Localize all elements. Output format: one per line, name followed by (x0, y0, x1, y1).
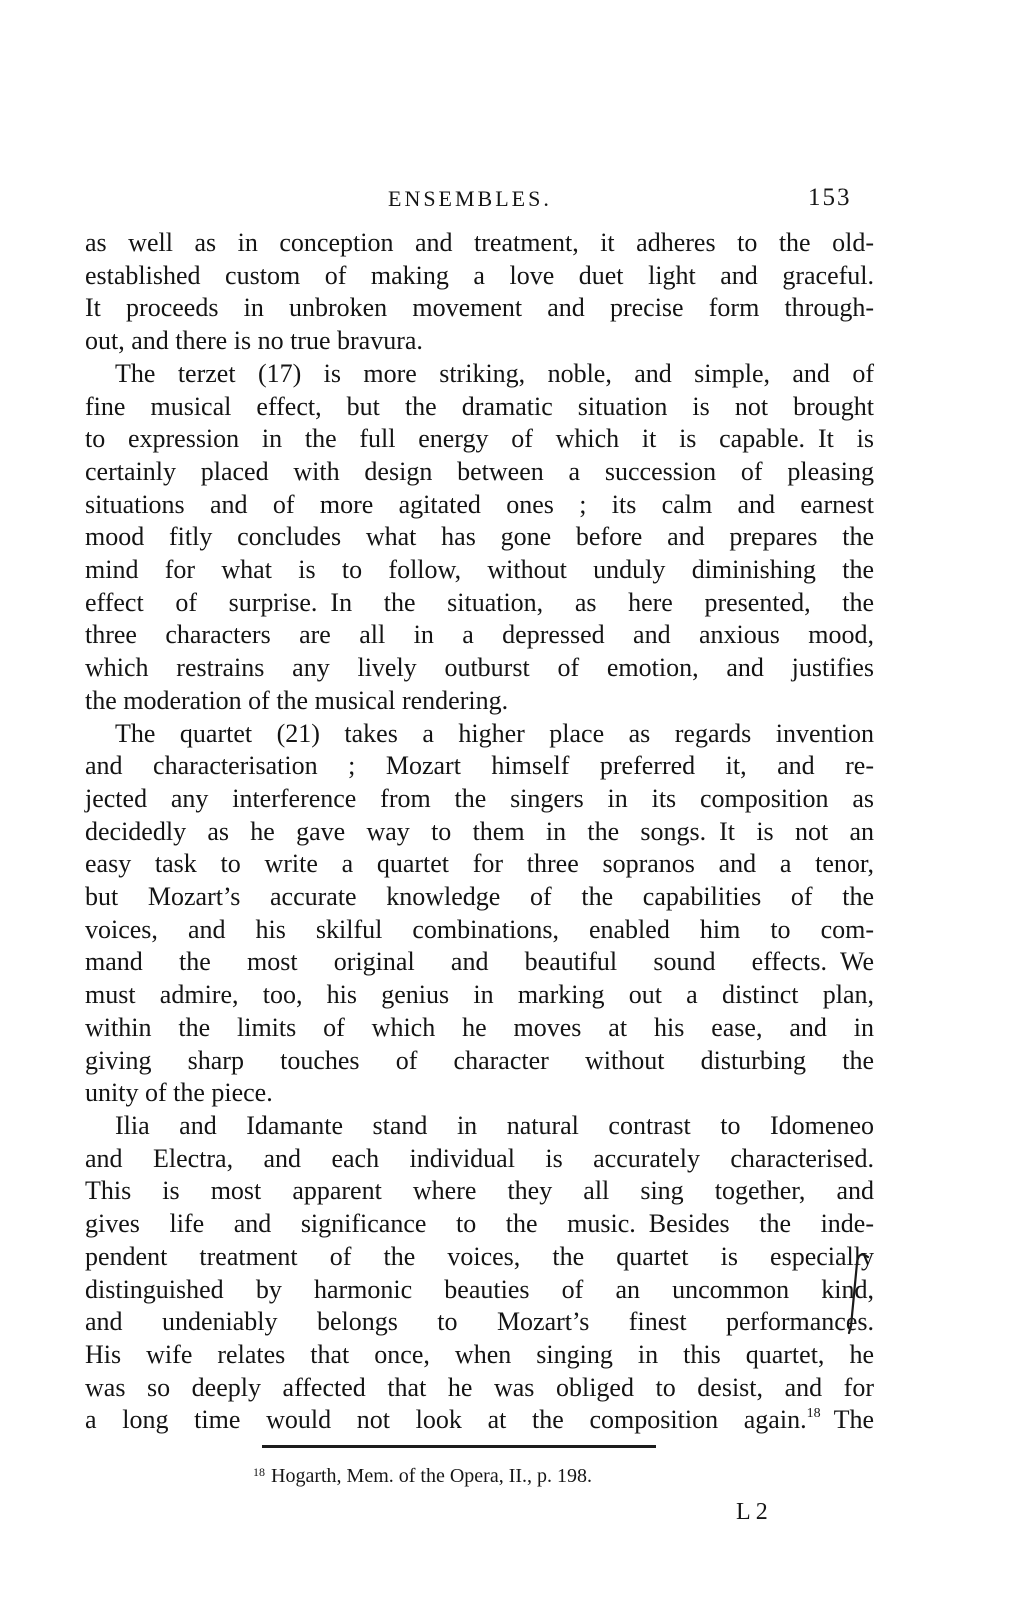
body-line: easy task to write a quartet for three sopranos and a tenor, (85, 849, 874, 879)
body-line: His wife relates that once, when singing in this quartet, he (85, 1339, 874, 1369)
body-line: out, and there is no true bravura. (85, 326, 423, 356)
footnote-divider (262, 1445, 656, 1448)
body-line: within the limits of which he moves at his ease, and in (85, 1012, 874, 1042)
page-body (85, 227, 874, 1437)
body-line: mind for what is to follow, without unduly diminishing the (85, 555, 874, 585)
body-line: mand the most original and beautiful sound effects. We (85, 947, 874, 977)
body-line: the moderation of the musical rendering. (85, 685, 509, 715)
body-line: This is most apparent where they all sing together, and (85, 1176, 874, 1206)
body-line: Ilia and Idamante stand in natural contrast to Idomeneo (115, 1110, 874, 1140)
margin-pen-mark (842, 1250, 872, 1342)
running-head-title: ENSEMBLES. (388, 186, 552, 211)
footnote (253, 1465, 592, 1488)
footnote-text: Hogarth, Mem. of the Opera, II., p. 198. (271, 1465, 593, 1487)
body-line: certainly placed with design between a succession of pleasing (85, 456, 874, 486)
body-line: three characters are all in a depressed and anxious mood, (85, 620, 874, 650)
footnote-reference: 18 (806, 1405, 821, 1421)
body-line: was so deeply affected that he was obliged to desist, and for (85, 1372, 874, 1402)
body-line: gives life and significance to the music. Besides the inde- (85, 1209, 874, 1239)
body-line: distinguished by harmonic beauties of an uncommon kind, (85, 1274, 874, 1304)
body-line: effect of surprise. In the situation, as here presented, the (85, 587, 874, 617)
body-line: situations and of more agitated ones ; its calm and earnest (85, 489, 874, 519)
body-line: voices, and his skilful combinations, enabled him to com- (85, 914, 874, 944)
body-line: The quartet (21) takes a higher place as regards invention (115, 718, 874, 748)
body-line: jected any interference from the singers in its composition as (85, 783, 874, 813)
body-line: decidedly as he gave way to them in the songs. It is not an (85, 816, 874, 846)
body-line: which restrains any lively outburst of emotion, and justifies (85, 653, 874, 683)
footnote-marker: 18 (253, 1465, 265, 1479)
body-line: unity of the piece. (85, 1078, 273, 1108)
body-line: as well as in conception and treatment, it adheres to the old- (85, 228, 874, 257)
body-line: and Electra, and each individual is accurately characterised. (85, 1143, 874, 1173)
body-line: pendent treatment of the voices, the quartet is especially (85, 1241, 874, 1271)
body-line: fine musical effect, but the dramatic situation is not brought (85, 391, 874, 421)
body-line: must admire, too, his genius in marking out a distinct plan, (85, 980, 874, 1010)
body-line: and characterisation ; Mozart himself preferred it, and re- (85, 751, 874, 781)
body-line: established custom of making a love duet light and graceful. (85, 260, 874, 290)
signature-mark: L 2 (736, 1499, 768, 1525)
body-line: a long time would not look at the composition again.$^{18}$ The (85, 1405, 874, 1435)
body-line: and undeniably belongs to Mozart’s finest performances. (85, 1307, 874, 1337)
page-number: 153 (808, 184, 852, 211)
body-line: giving sharp touches of character without disturbing the (85, 1045, 874, 1075)
body-line: The terzet (17) is more striking, noble, and simple, and of (115, 358, 874, 388)
body-line: It proceeds in unbroken movement and precise form through- (85, 293, 874, 323)
body-line: mood fitly concludes what has gone before and prepares the (85, 522, 874, 552)
body-line: but Mozart’s accurate knowledge of the capabilities of the (85, 882, 874, 912)
body-line: to expression in the full energy of which it is capable. It is (85, 424, 874, 454)
